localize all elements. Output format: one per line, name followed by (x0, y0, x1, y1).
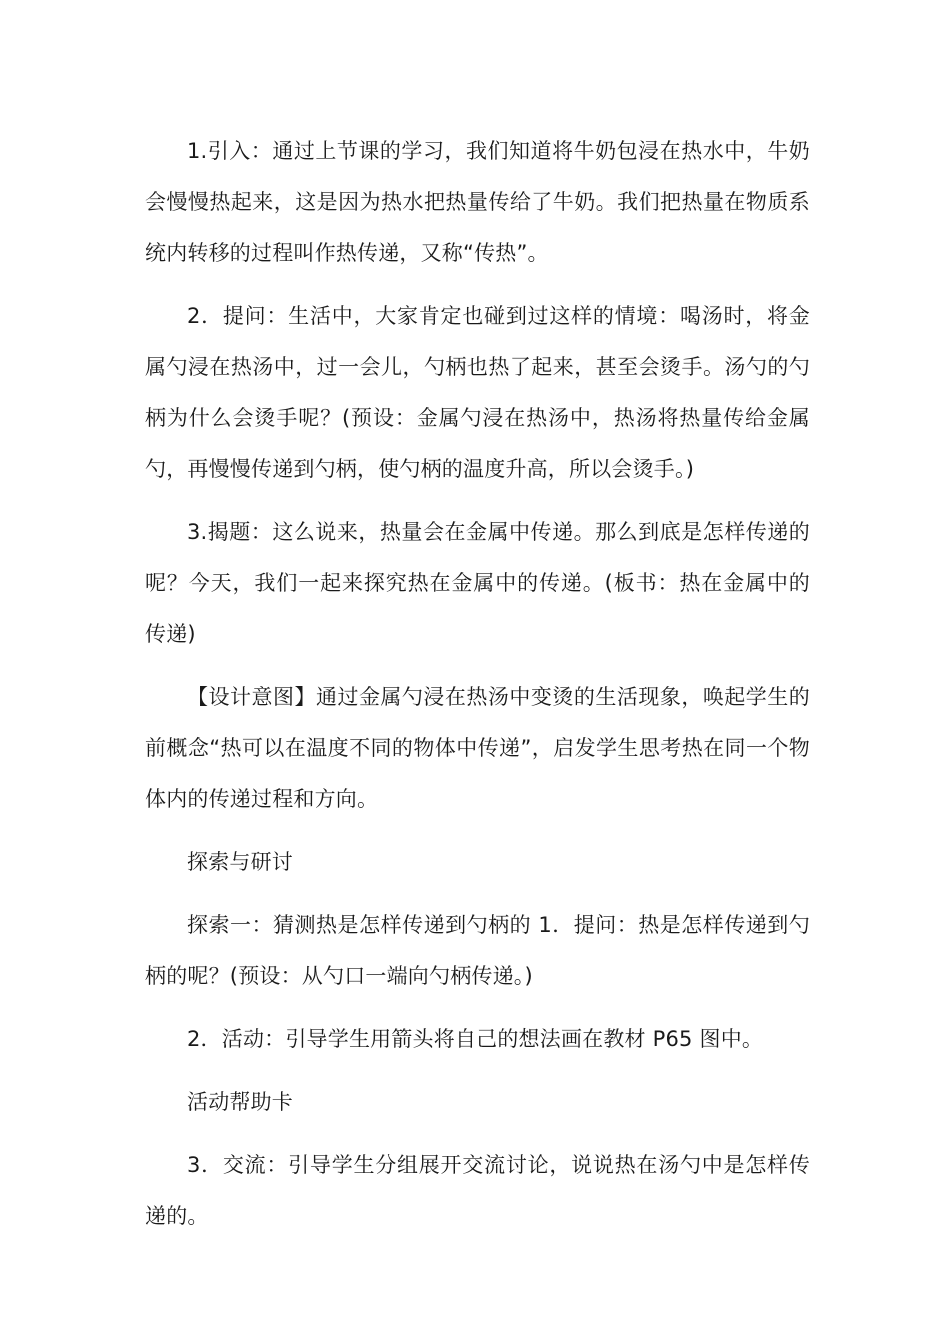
section-heading-explore: 探索与研讨 (187, 850, 293, 874)
paragraph-design-intent: 【设计意图】通过金属勺浸在热汤中变烫的生活现象，唤起学生的前概念“热可以在温度不同的物体中传递”，启发学生思考热在同一个物体内的传递过程和方向。 (145, 685, 810, 811)
paragraph-discussion: 3．交流：引导学生分组展开交流讨论，说说热在汤勺中是怎样传递的。 (145, 1153, 810, 1228)
paragraph-question: 2．提问：生活中，大家肯定也碰到过这样的情境：喝汤时，将金属勺浸在热汤中，过一会儿，勺柄也热了起来，甚至会烫手。汤勺的勺柄为什么会烫手呢？(预设：金属勺浸在热汤中，热汤将热量传给金属勺，再慢慢传递到勺柄，使勺柄的温度升高，所以会烫手。) (145, 304, 810, 481)
paragraph-introduction: 1.引入：通过上节课的学习，我们知道将牛奶包浸在热水中，牛奶会慢慢热起来，这是因为热水把热量传给了牛奶。我们把热量在物质系统内转移的过程叫作热传递，又称“传热”。 (145, 139, 810, 265)
section-heading-help-card: 活动帮助卡 (187, 1090, 293, 1114)
paragraph-topic-reveal: 3.揭题：这么说来，热量会在金属中传递。那么到底是怎样传递的呢？今天，我们一起来探究热在金属中的传递。(板书：热在金属中的传递) (145, 520, 810, 646)
paragraph-explore-one: 探索一：猜测热是怎样传递到勺柄的 1．提问：热是怎样传递到勺柄的呢？(预设：从勺口一端向勺柄传递。) (145, 913, 810, 988)
document-page (145, 126, 810, 1254)
paragraph-activity: 2．活动：引导学生用箭头将自己的想法画在教材 P65 图中。 (187, 1027, 764, 1051)
